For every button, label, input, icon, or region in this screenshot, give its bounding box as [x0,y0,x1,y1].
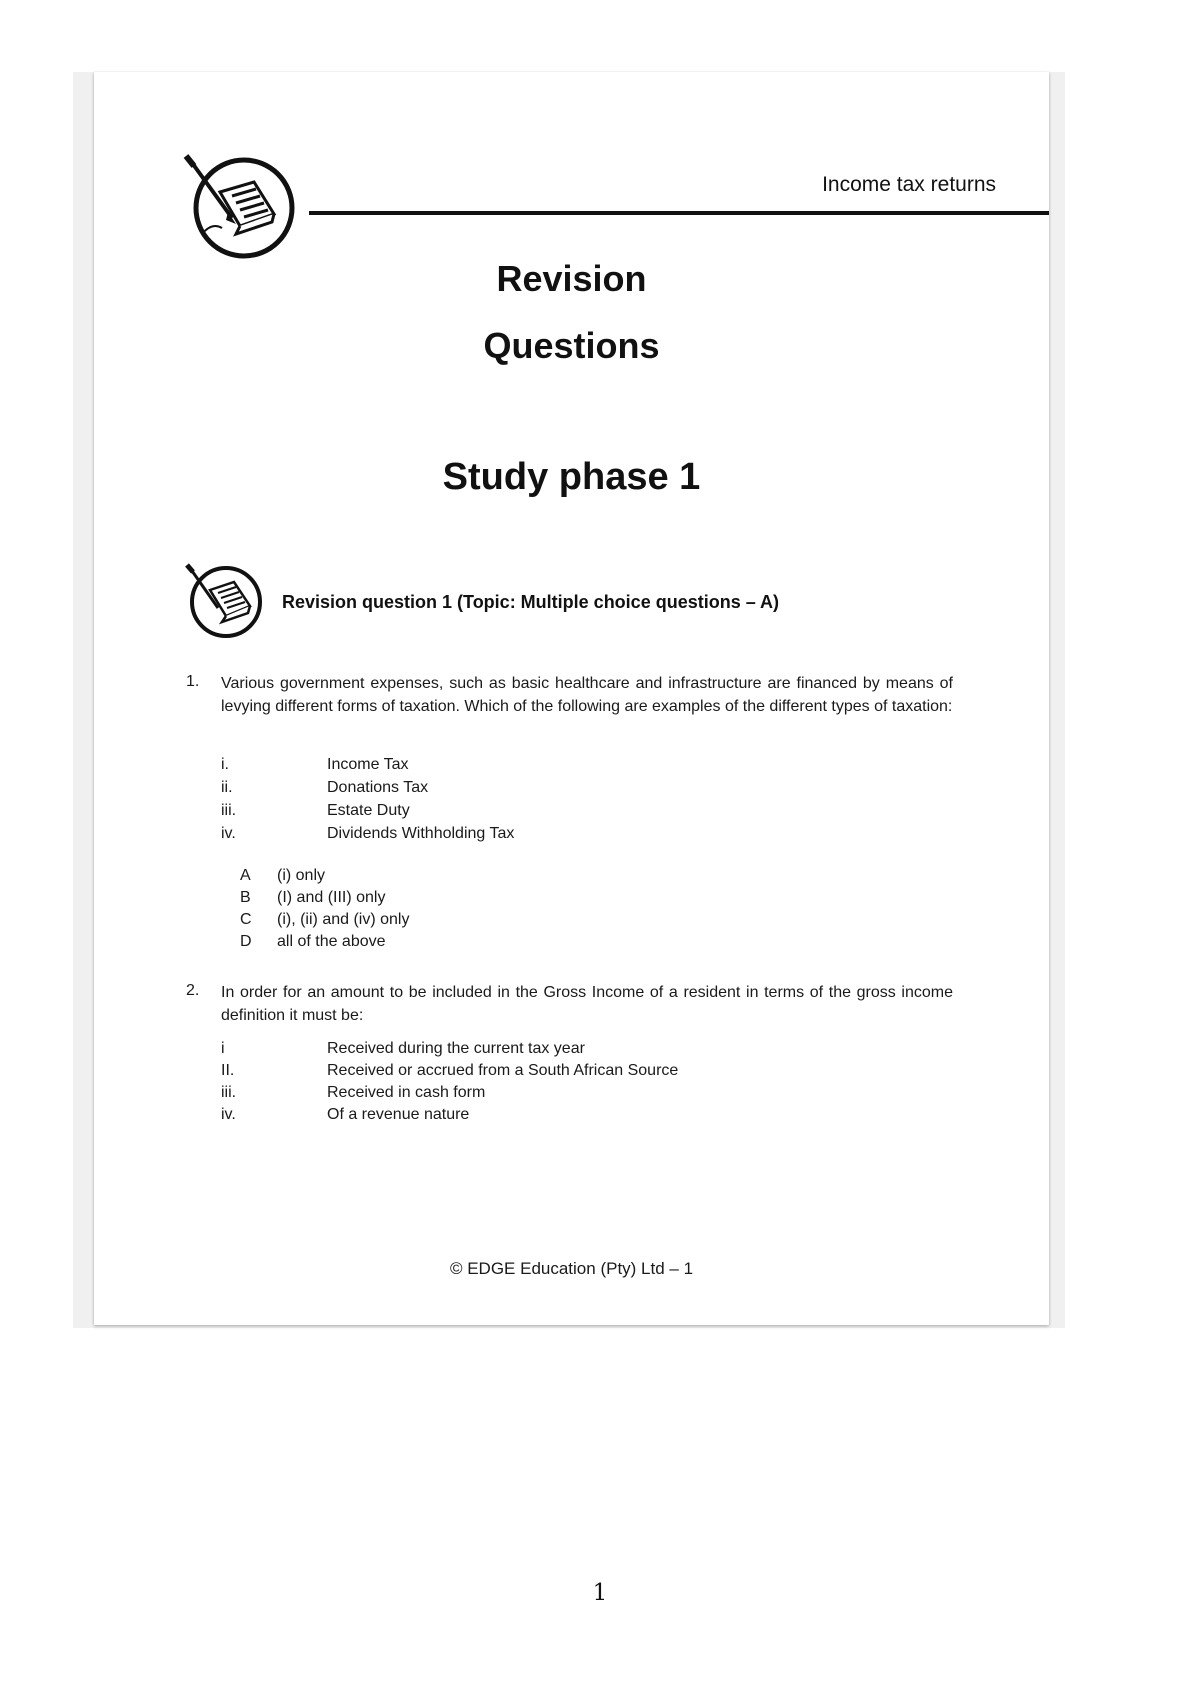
book-pen-icon [182,152,306,264]
option-text: (I) and (III) only [277,889,386,906]
option-text: (i) only [277,867,326,884]
option-text: (i), (ii) and (iv) only [277,911,410,928]
item-text: Dividends Withholding Tax [327,825,515,842]
option-letter: D [240,933,252,950]
item-number: iv. [221,825,236,842]
option-text: all of the above [277,933,386,950]
page-footer: © EDGE Education (Pty) Ltd – 1 [449,1259,694,1278]
header-rule [309,211,1049,215]
question-text: In order for an amount to be included in the Gross Income of a resident in terms of the gross income definition it must be: [221,984,953,1024]
option-letter: B [240,889,251,906]
question-number: 2. [186,982,200,999]
item-text: Received in cash form [327,1084,486,1101]
question-number: 1. [186,673,200,690]
option-letter: C [240,911,252,928]
revision-question-heading: Revision question 1 (Topic: Multiple choice questions – A) [282,592,780,612]
option-letter: A [240,867,251,884]
item-number: i. [221,756,229,773]
item-number: ii. [221,779,233,796]
document-page [94,72,1049,1325]
item-text: Estate Duty [327,802,410,819]
item-number: II. [221,1062,235,1079]
item-text: Received or accrued from a South African Source [327,1062,679,1079]
item-text: Income Tax [327,756,409,773]
page-title-questions: Questions [483,325,660,366]
item-text: Of a revenue nature [327,1106,470,1123]
header-title: Income tax returns [822,173,996,196]
question-text: Various government expenses, such as basic healthcare and infrastructure are financed by means of levying different forms of taxation. Which of the following are examples of the different types of taxation: [221,675,953,715]
page-title-revision: Revision [496,258,647,299]
item-number: iii. [221,802,237,819]
book-pen-icon [184,562,268,640]
item-text: Received during the current tax year [327,1040,585,1057]
page-number: 1 [592,1580,608,1606]
item-text: Donations Tax [327,779,429,796]
item-number: iii. [221,1084,237,1101]
study-phase-title: Study phase 1 [442,456,701,498]
item-number: iv. [221,1106,236,1123]
item-number: i [221,1040,225,1057]
